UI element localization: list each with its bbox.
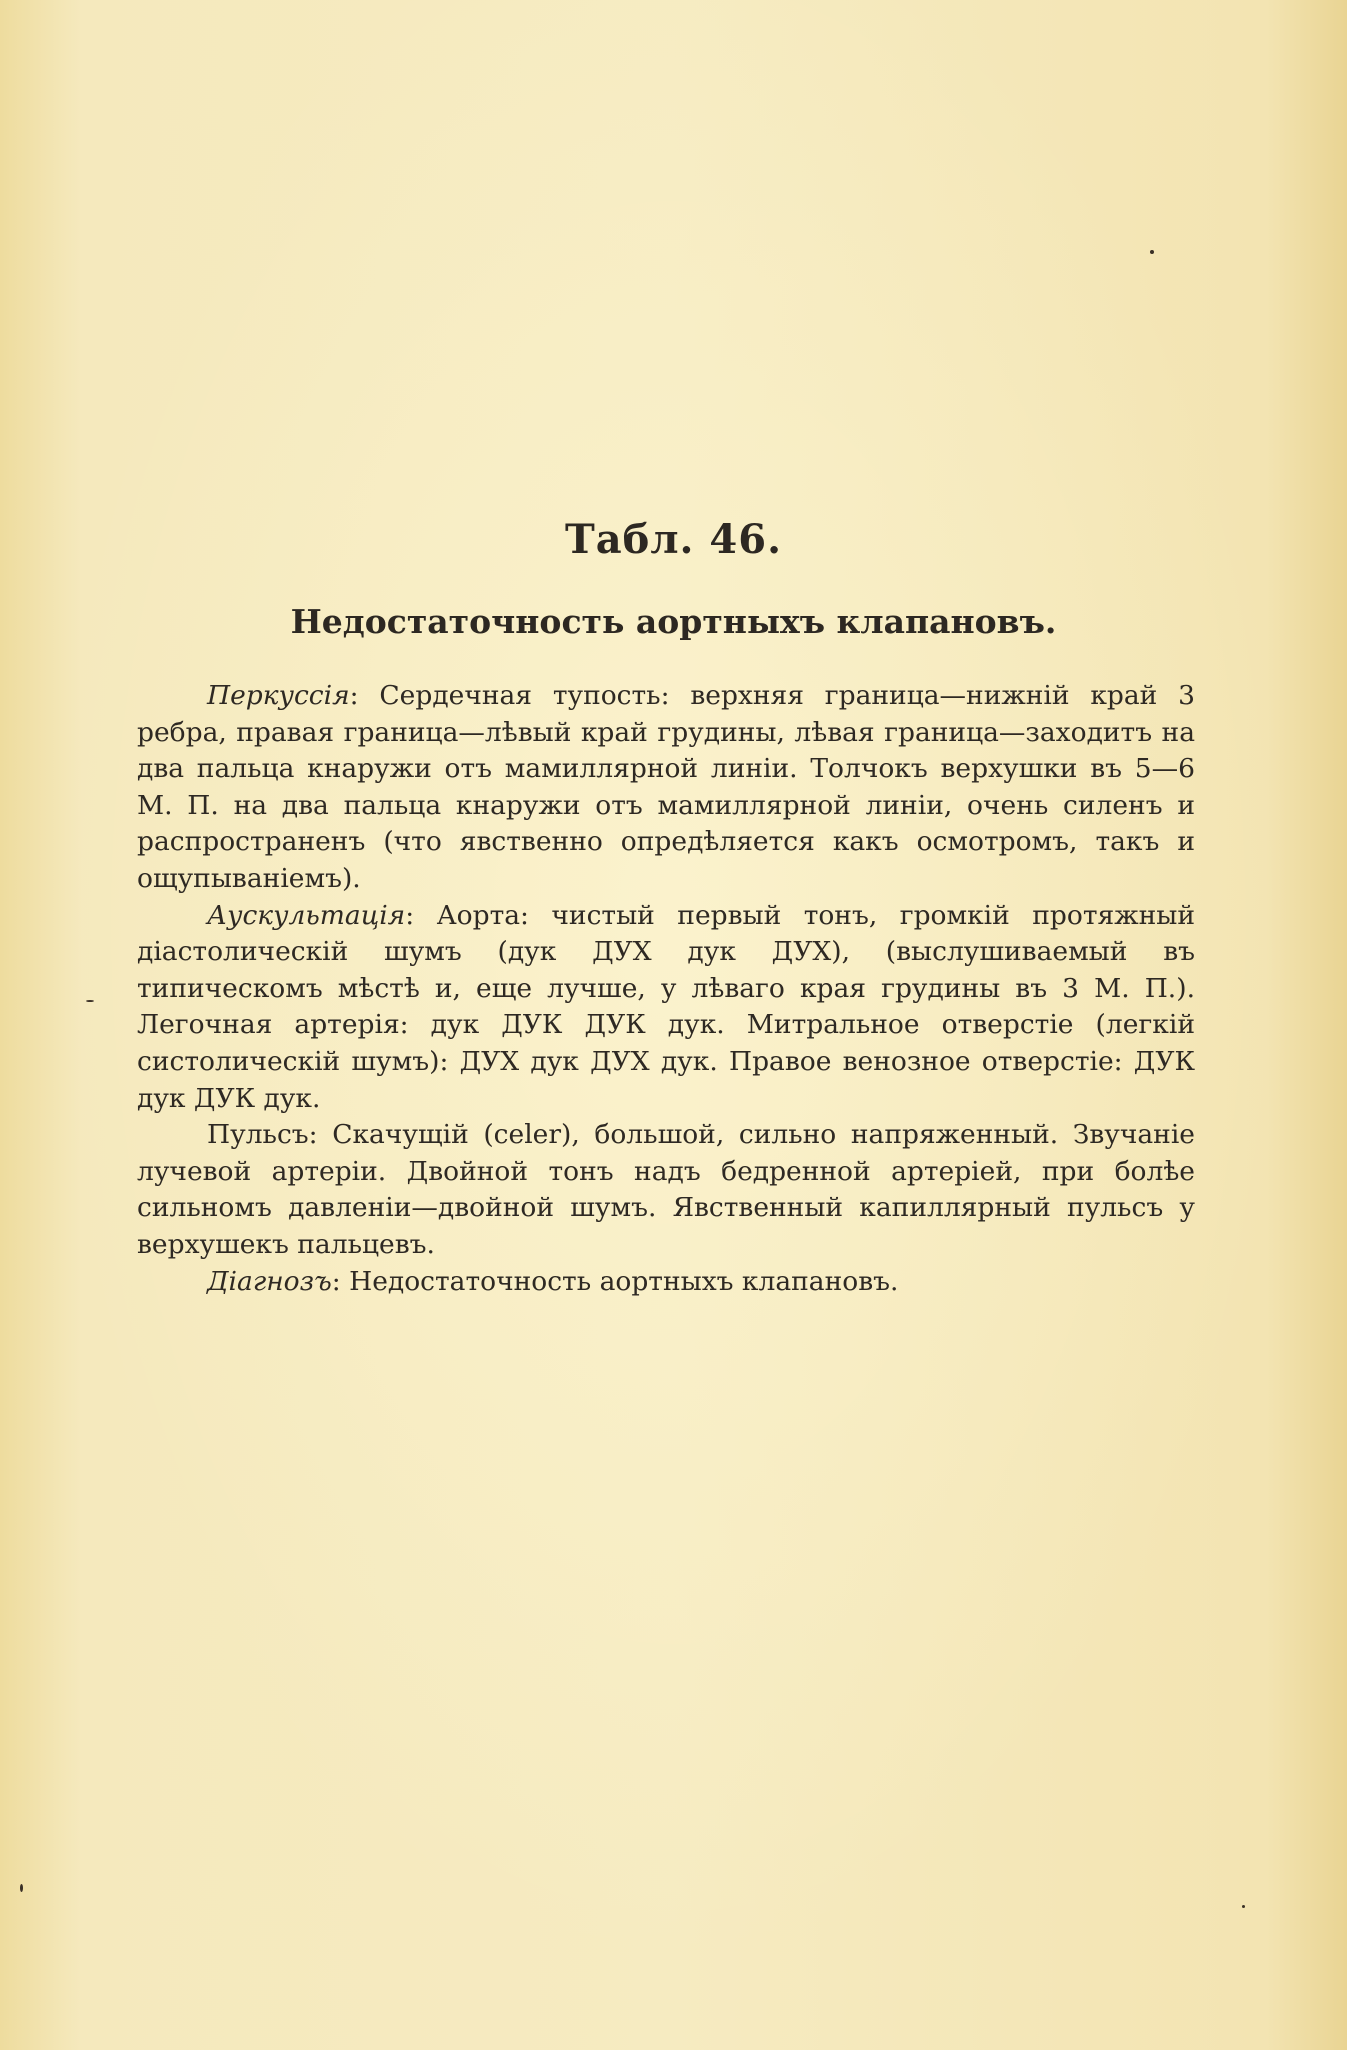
term-diagnosis: Діагнозъ bbox=[207, 1265, 332, 1297]
paragraph-pulse bbox=[137, 1117, 1195, 1263]
auscultation-text: : Аорта: чистый первый тонъ, громкій протяжный діастолическій шумъ (дук ДУХ дук ДУХ), (выслушиваемый въ типическомъ мѣстѣ и, еще лучше, у лѣваго края грудины въ 3 М. П.). Легочная артерія: дук ДУК ДУК дук. Митральное отверстіе (легкій систолическій шумъ): ДУХ дук ДУХ дук. Правое венозное отверстіе: ДУК дук ДУК дук. bbox=[137, 899, 1195, 1114]
term-percussion: Перкуссія bbox=[207, 680, 350, 711]
paragraph-percussion bbox=[137, 678, 1195, 898]
table-number-title: Табл. 46. bbox=[564, 516, 782, 563]
pulse-text: Пульсъ: Скачущій (celer), большой, сильно напряженный. Звучаніе лучевой артеріи. Двойной тонъ надъ бедренной артеріей, при болѣе сильномъ давленіи—двойной шумъ. Явственный капиллярный пульсъ у верхушекъ пальцевъ. bbox=[137, 1119, 1195, 1260]
page-heading: Недостаточность аортныхъ клапановъ. bbox=[290, 602, 1057, 641]
paper-speck bbox=[1242, 1905, 1245, 1908]
diagnosis-text: : Недостаточность аортныхъ клапановъ. bbox=[331, 1265, 899, 1297]
paragraph-auscultation bbox=[137, 898, 1195, 1118]
paragraph-diagnosis bbox=[137, 1264, 1195, 1301]
term-auscultation: Аускультація bbox=[207, 899, 406, 931]
percussion-text: : Сердечная тупость: верхняя граница—нижній край 3 ребра, правая граница—лѣвый край грудины, лѣвая граница—заходитъ на два пальца кнаружи отъ мамиллярной линіи. Толчокъ верхушки въ 5—6 М. П. на два пальца кнаружи отъ мамиллярной линіи, очень силенъ и распространенъ (что явственно опредѣляется какъ осмотромъ, такъ и ощупываніемъ). bbox=[137, 680, 1195, 894]
paper-speck bbox=[86, 1000, 94, 1002]
paper-speck bbox=[20, 1884, 23, 1892]
body-text bbox=[137, 678, 1195, 1300]
paper-speck bbox=[1150, 250, 1154, 254]
